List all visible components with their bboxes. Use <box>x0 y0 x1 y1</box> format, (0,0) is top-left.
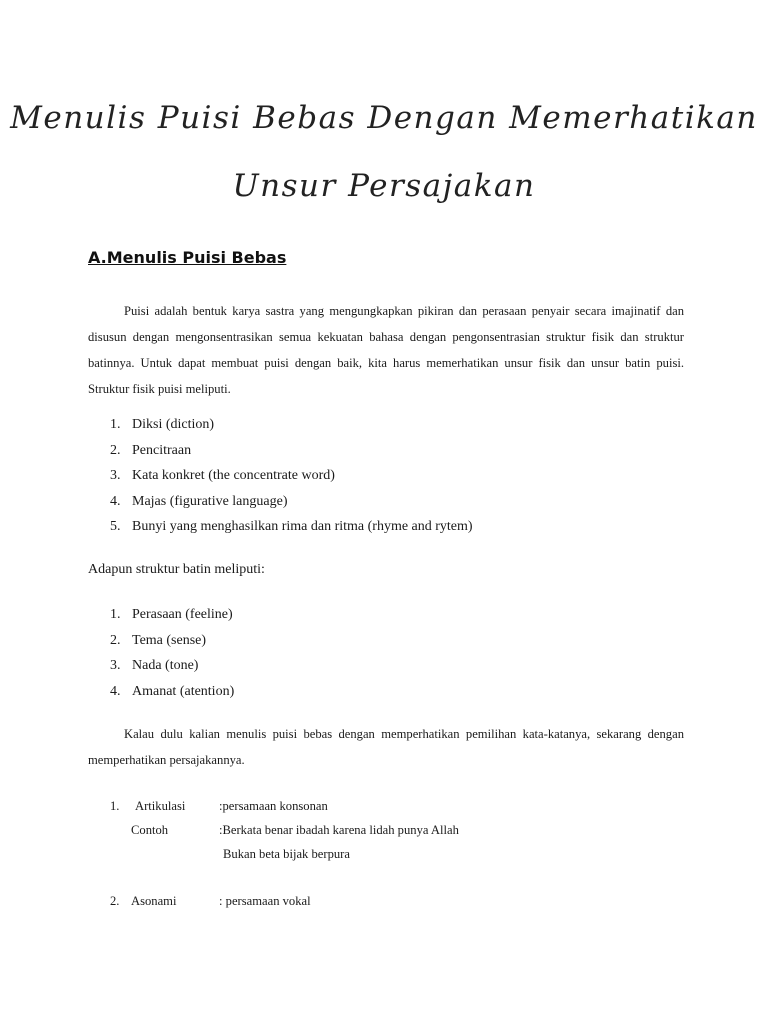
document-title-line-1: Menulis Puisi Bebas Dengan Memerhatikan <box>10 100 758 136</box>
intro-paragraph <box>88 298 684 402</box>
list-item <box>110 412 473 438</box>
list-item-number: 1. <box>110 417 121 432</box>
list-item-text: Pencitraan <box>132 442 192 458</box>
definition-description: : persamaan vokal <box>219 894 311 908</box>
definition-term: Asonami <box>131 894 177 908</box>
list-item <box>110 653 234 679</box>
list-item-number: 3. <box>110 468 121 483</box>
list-item-number: 4. <box>110 493 121 509</box>
list-item-text: Kata konkret (the concentrate word) <box>132 468 335 483</box>
list-item-text: Majas (figurative language) <box>132 493 288 509</box>
list-item <box>110 602 234 628</box>
example-line: :Berkata benar ibadah karena lidah punya Allah <box>219 823 459 837</box>
definition-term: Artikulasi <box>135 799 186 813</box>
list-item <box>110 628 234 654</box>
list-item-text: Diksi (diction) <box>132 417 215 432</box>
example-line: Bukan beta bijak berpura <box>223 847 350 861</box>
list-item-text: Bunyi yang menghasilkan rima dan ritma (rhyme and rytem) <box>132 519 473 534</box>
struktur-batin-intro: Adapun struktur batin meliputi: <box>88 562 265 577</box>
persajakan-paragraph <box>88 721 684 773</box>
definition-number: 1. <box>110 799 120 813</box>
list-item-text: Tema (sense) <box>132 632 207 648</box>
list-item <box>110 463 473 489</box>
persajakan-paragraph-text: Kalau dulu kalian menulis puisi bebas dengan memperhatikan pemilihan kata-katanya, sekarang dengan memperhatikan persajakannya. <box>88 727 684 767</box>
struktur-batin-list <box>110 602 234 704</box>
definition-description: :persamaan konsonan <box>219 799 328 813</box>
list-item-number: 5. <box>110 519 121 534</box>
list-item-number: 1. <box>110 607 121 622</box>
intro-paragraph-text: Puisi adalah bentuk karya sastra yang mengungkapkan pikiran dan perasaan penyair secara imajinatif dan disusun dengan mengonsentrasikan semua kekuatan bahasa dengan pengonsentrasian struktur fisik dan struktur batinnya. Untuk dapat membuat puisi dengan baik, kita harus memerhatikan unsur fisik dan unsur batin puisi. Struktur fisik puisi meliputi. <box>88 304 684 396</box>
list-item-text: Nada (tone) <box>132 658 199 673</box>
list-item <box>110 679 234 705</box>
struktur-fisik-list <box>110 412 473 540</box>
list-item-number: 3. <box>110 658 121 673</box>
list-item-number: 2. <box>110 632 121 648</box>
list-item <box>110 438 473 464</box>
document-title-line-2: Unsur Persajakan <box>232 168 536 204</box>
list-item <box>110 489 473 515</box>
list-item-number: 2. <box>110 442 121 458</box>
list-item <box>110 514 473 540</box>
section-heading: A.Menulis Puisi Bebas <box>88 248 287 267</box>
example-label: Contoh <box>131 823 169 837</box>
list-item-text: Perasaan (feeline) <box>132 607 233 622</box>
list-item-text: Amanat (atention) <box>132 683 235 699</box>
definition-number: 2. <box>110 894 120 908</box>
list-item-number: 4. <box>110 683 121 699</box>
